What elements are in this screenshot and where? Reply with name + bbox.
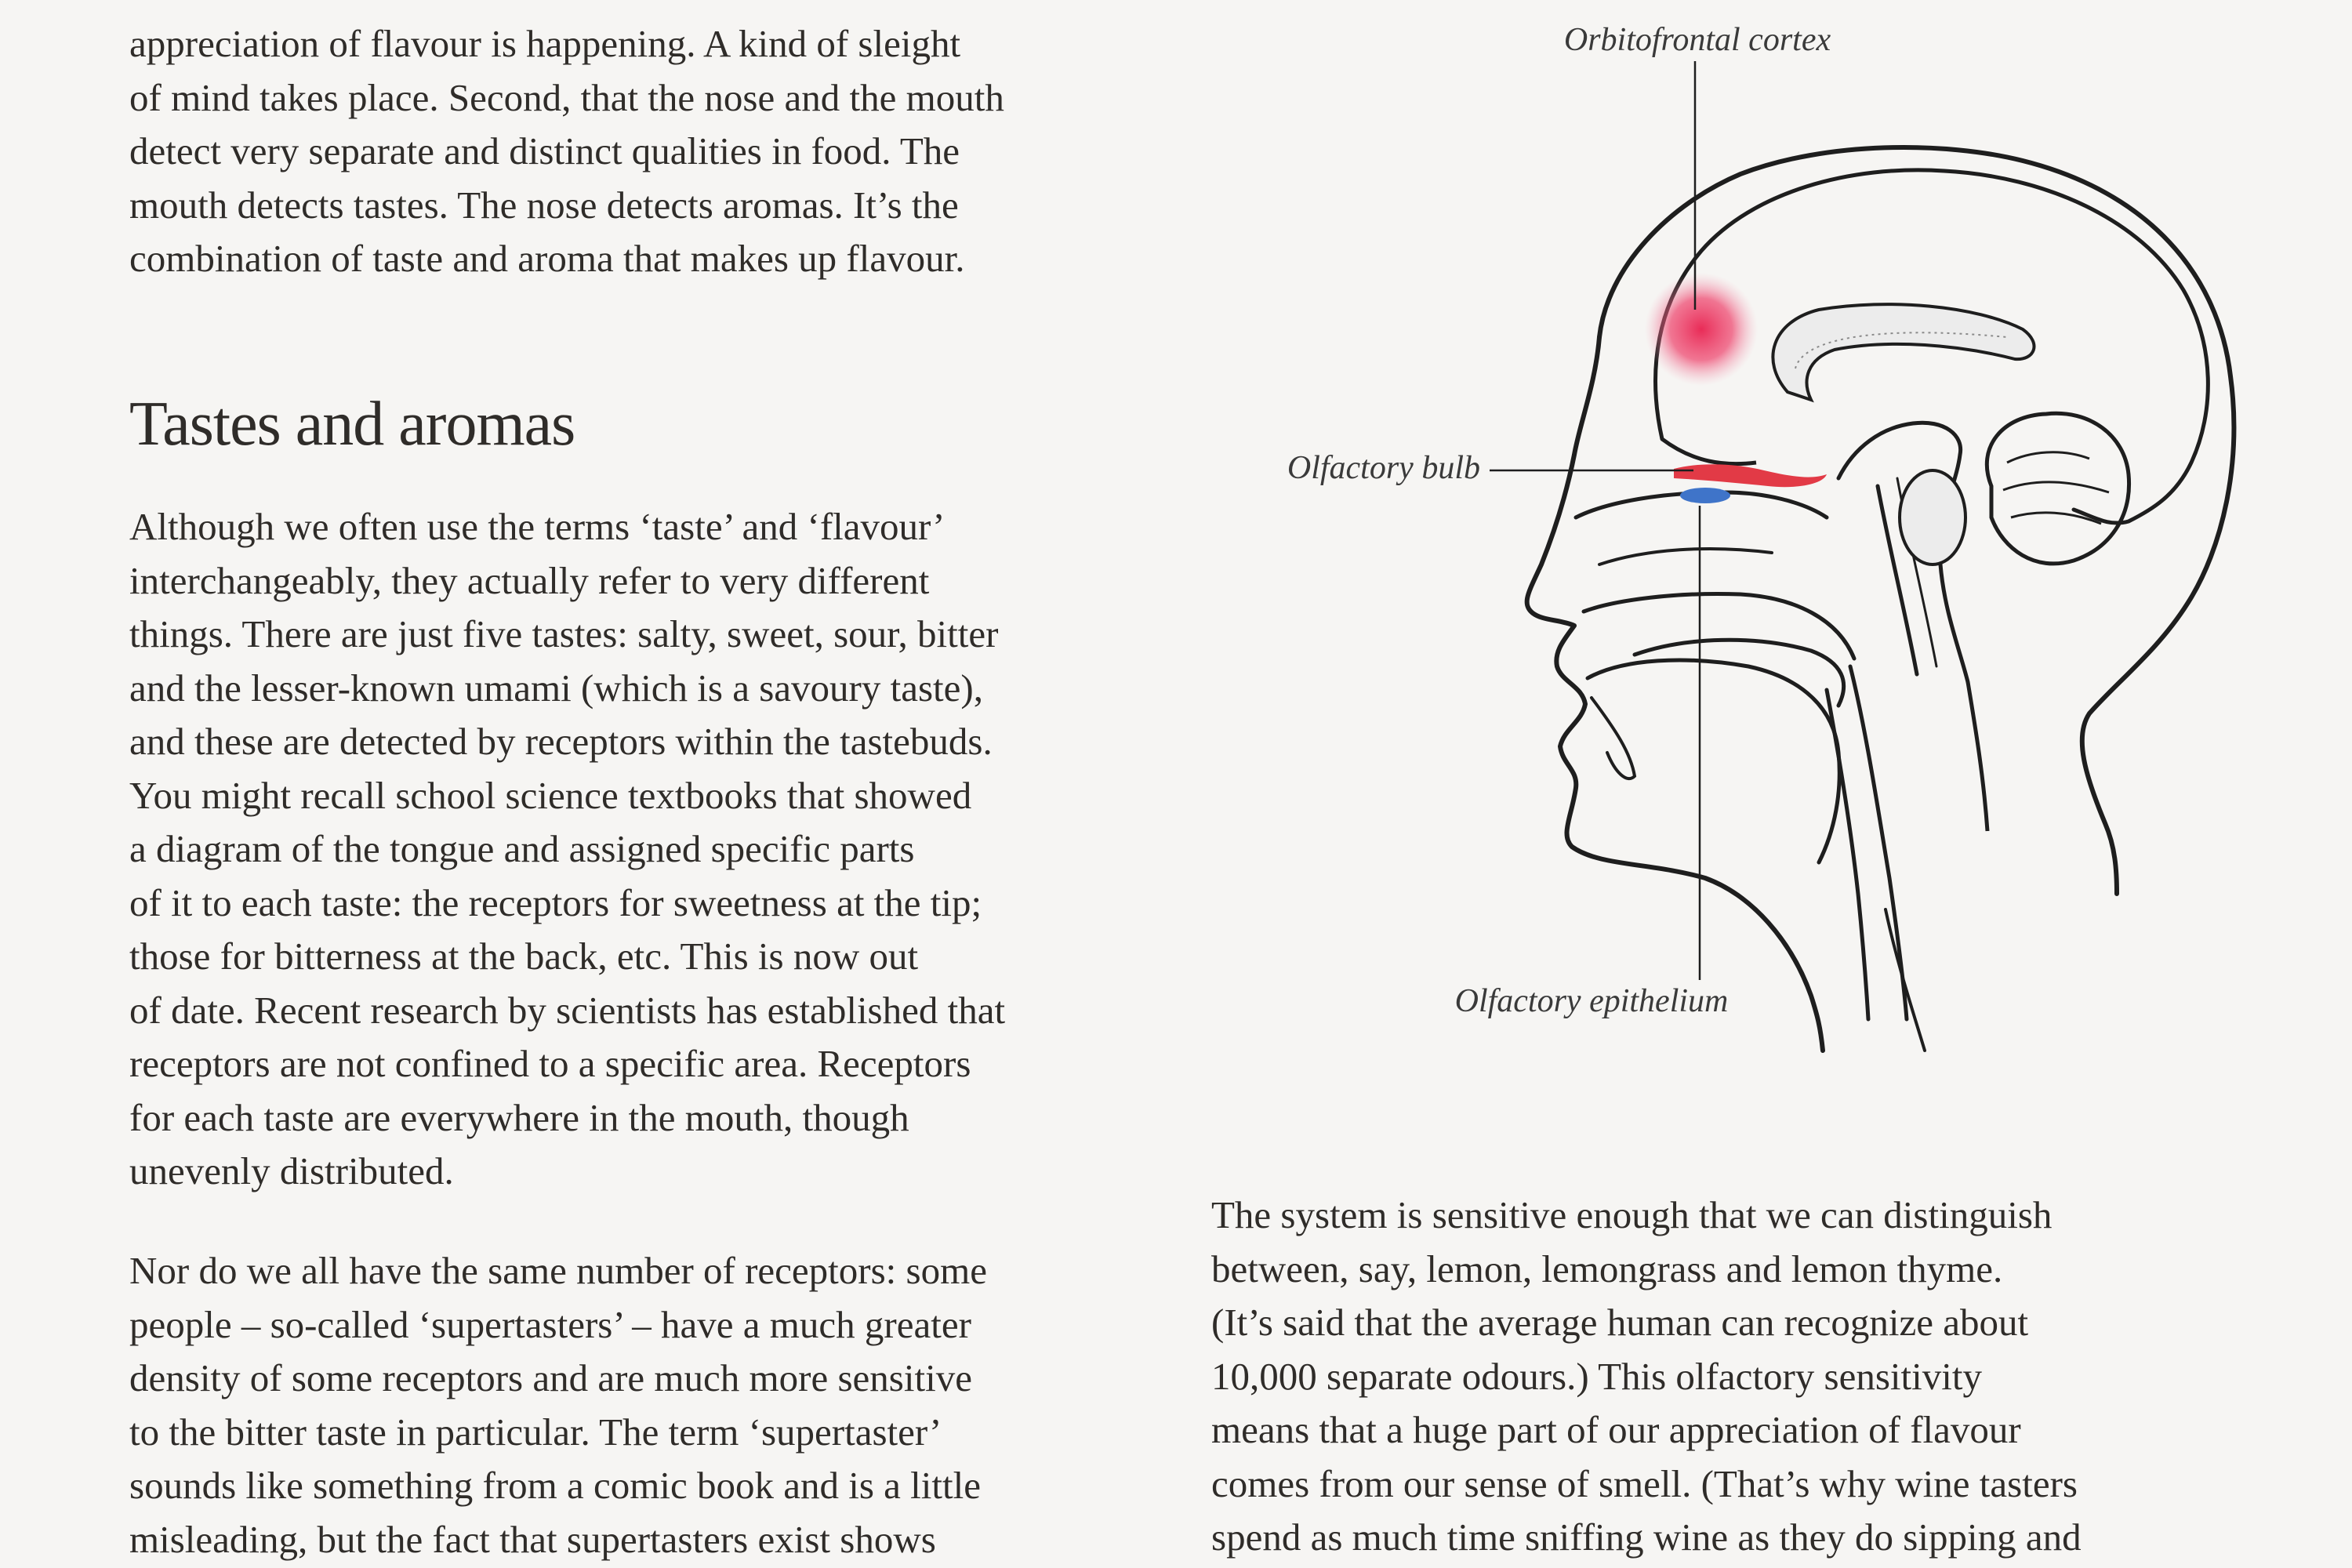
text-line: The system is sensitive enough that we can distinguish — [1211, 1193, 2053, 1236]
text-line: appreciation of flavour is happening. A kind of sleight — [129, 22, 961, 65]
olfactory-epithelium-highlight — [1680, 488, 1730, 503]
text-line: detect very separate and distinct qualities in food. The — [129, 129, 960, 172]
text-line: things. There are just five tastes: salty, sweet, sour, bitter — [129, 612, 999, 655]
olfactory-bulb-highlight — [1674, 464, 1827, 487]
text-line: between, say, lemon, lemongrass and lemon thyme. — [1211, 1247, 2003, 1290]
text-line: 10,000 separate odours.) This olfactory sensitivity — [1211, 1354, 1982, 1398]
text-line: sounds like something from a comic book and is a little — [129, 1464, 981, 1507]
taste-flavour-paragraph — [129, 500, 1005, 1199]
label-olfactory-bulb: Olfactory bulb — [1287, 450, 1480, 486]
text-line: spend as much time sniffing wine as they do sipping and — [1211, 1515, 2082, 1559]
text-line: people – so-called ‘supertasters’ – have a much greater — [129, 1302, 971, 1346]
spinal-cord — [1968, 682, 1987, 831]
pons — [1900, 470, 1965, 564]
text-line: and the lesser-known umami (which is a savoury taste), — [129, 666, 983, 710]
text-line: those for bitterness at the back, etc. This is now out — [129, 935, 919, 978]
label-orbitofrontal-cortex: Orbitofrontal cortex — [1563, 22, 1831, 58]
olfactory-sensitivity-paragraph — [1211, 1189, 2082, 1565]
receptors-paragraph — [129, 1244, 987, 1566]
text-line: of mind takes place. Second, that the nose and the mouth — [129, 75, 1004, 119]
text-line: density of some receptors and are much more sensitive — [129, 1356, 972, 1399]
text-line: unevenly distributed. — [129, 1149, 454, 1192]
text-line: a diagram of the tongue and assigned specific parts — [129, 827, 915, 870]
orbitofrontal-cortex-highlight — [1645, 273, 1758, 386]
text-line: mouth detects tastes. The nose detects aromas. It’s the — [129, 183, 959, 227]
text-line: of it to each taste: the receptors for sweetness at the tip; — [129, 880, 982, 924]
face-profile — [1527, 337, 1823, 1051]
text-line: (It’s said that the average human can recognize about — [1211, 1301, 2029, 1344]
text-line: for each taste are everywhere in the mouth, though — [129, 1095, 909, 1139]
text-line: receptors are not confined to a specific area. Receptors — [129, 1042, 971, 1085]
text-line: misleading, but the fact that supertasters exist shows — [129, 1517, 936, 1561]
text-line: of date. Recent research by scientists has established that — [129, 988, 1006, 1032]
text-line: Although we often use the terms ‘taste’ and ‘flavour’ — [129, 505, 946, 548]
palate — [1584, 593, 1854, 659]
section-heading: Tastes and aromas — [129, 390, 575, 459]
corpus-callosum — [1773, 304, 2034, 400]
text-line: means that a huge part of our appreciation of flavour — [1211, 1408, 2021, 1451]
text-line: Nor do we all have the same number of receptors: some — [129, 1249, 987, 1292]
text-line: to the bitter taste in particular. The term ‘supertaster’ — [129, 1410, 942, 1454]
text-line: combination of taste and aroma that makes up flavour. — [129, 237, 965, 280]
text-line: and these are detected by receptors within the tastebuds. — [129, 720, 993, 763]
tongue — [1588, 660, 1839, 862]
text-line: interchangeably, they actually refer to very different — [129, 558, 930, 602]
label-olfactory-epithelium: Olfactory epithelium — [1454, 983, 1729, 1019]
text-line: comes from our sense of smell. (That’s why wine tasters — [1211, 1461, 2078, 1505]
head-cross-section-diagram — [1231, 0, 2352, 1098]
intro-paragraph — [129, 17, 1004, 286]
text-line: You might recall school science textbooks that showed — [129, 773, 972, 817]
